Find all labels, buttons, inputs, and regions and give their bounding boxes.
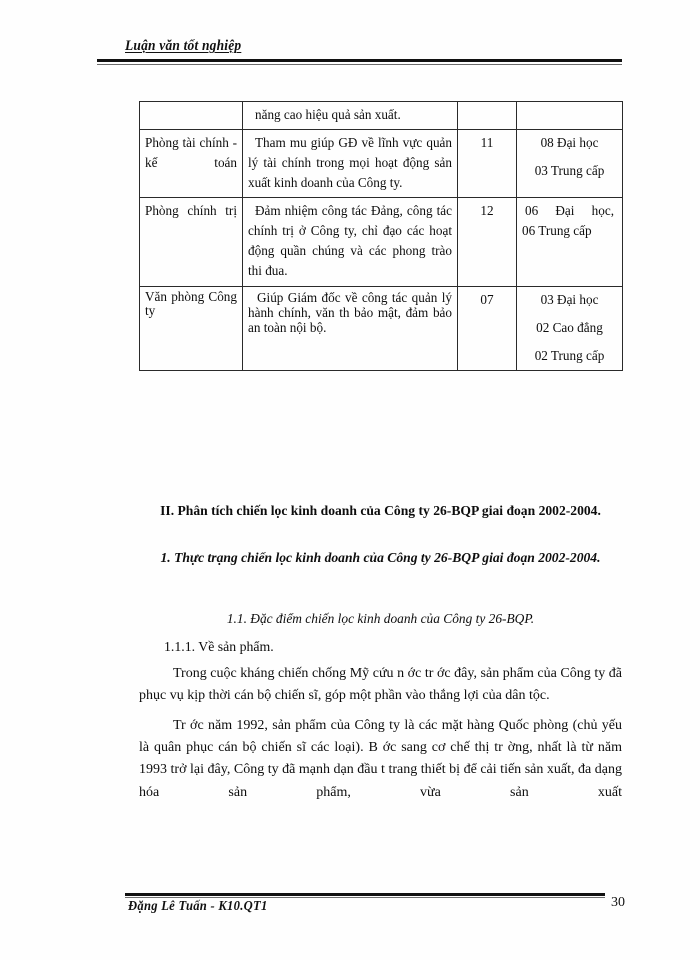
body-text xyxy=(139,663,622,804)
qualification-line: 06 Trung cấp xyxy=(522,223,592,239)
cell-unit: Phòng tài chính - kế toán xyxy=(140,130,243,198)
qualification-line: 06 Đại học, xyxy=(525,203,614,219)
table-row xyxy=(140,102,623,130)
footer-signature: Đặng Lê Tuấn - K10.QT1 xyxy=(128,899,268,914)
cell-duty: Giúp Giám đốc về công tác quản lý hành chính, văn th bảo mật, đảm bảo an toàn nội bộ. xyxy=(243,286,458,370)
organisation-table xyxy=(139,101,623,371)
qualification-line: 03 Trung cấp xyxy=(534,163,605,179)
header-rule xyxy=(97,59,622,65)
header-title: Luận văn tốt nghiệp xyxy=(125,38,242,54)
page-number: 30 xyxy=(611,895,625,910)
cell-qualifications xyxy=(517,102,623,130)
cell-duty: Tham mu giúp GĐ về lĩnh vực quản lý tài chính trong mọi hoạt động sản xuất kinh doanh của Công ty. xyxy=(243,130,458,198)
table-row xyxy=(140,198,623,286)
cell-duty: năng cao hiệu quả sản xuất. xyxy=(243,102,458,130)
footer-rule xyxy=(125,893,605,898)
cell-unit: Văn phòng Công ty xyxy=(140,286,243,370)
cell-qualifications xyxy=(517,130,623,198)
table-row xyxy=(140,286,623,370)
heading-level-1: 1. Thực trạng chiến lọc kinh doanh của Công ty 26-BQP giai đoạn 2002-2004. xyxy=(160,550,601,565)
cell-count xyxy=(458,102,517,130)
qualification-line: 02 Trung cấp xyxy=(534,347,605,363)
running-header xyxy=(97,38,622,64)
paragraph: Tr ớc năm 1992, sản phẩm của Công ty là các mặt hàng Quốc phòng (chủ yếu là quân phục cán bộ chiến sĩ các loại). B ớc sang cơ chế thị tr ờng, nhất là từ năm 1993 trở lại đây, Công ty đã mạnh dạn đầu t trang thiết bị để cải tiến sản xuất, đa dạng hóa sản phẩm, vừa sản xuất xyxy=(139,718,622,800)
paragraph: Trong cuộc kháng chiến chống Mỹ cứu n ớc tr ớc đây, sản phẩm của Công ty đã phục vụ kịp thời cán bộ chiến sĩ, góp một phần vào thắng lợi của dân tộc. xyxy=(139,666,622,704)
cell-qualifications xyxy=(517,286,623,370)
qualification-line: 02 Cao đẳng xyxy=(536,319,603,335)
heading-level-3: 1.1.1. Về sản phẩm. xyxy=(164,639,274,654)
heading-section-ii: II. Phân tích chiến lọc kinh doanh của Công ty 26-BQP giai đoạn 2002-2004. xyxy=(160,503,601,518)
heading-level-2: 1.1. Đặc điểm chiến lọc kinh doanh của Công ty 26-BQP. xyxy=(226,611,535,626)
cell-count: 12 xyxy=(458,198,517,286)
cell-unit xyxy=(140,102,243,130)
cell-count: 07 xyxy=(458,286,517,370)
running-footer xyxy=(125,893,625,933)
table-row xyxy=(140,130,623,198)
qualification-line: 08 Đại học xyxy=(540,135,599,151)
cell-unit: Phòng chính trị xyxy=(140,198,243,286)
cell-count: 11 xyxy=(458,130,517,198)
cell-duty: Đảm nhiệm công tác Đảng, công tác chính trị ở Công ty, chỉ đạo các hoạt động quần chúng và các phong trào thi đua. xyxy=(243,198,458,286)
cell-qualifications xyxy=(517,198,623,286)
qualification-line: 03 Đại học xyxy=(540,291,599,307)
